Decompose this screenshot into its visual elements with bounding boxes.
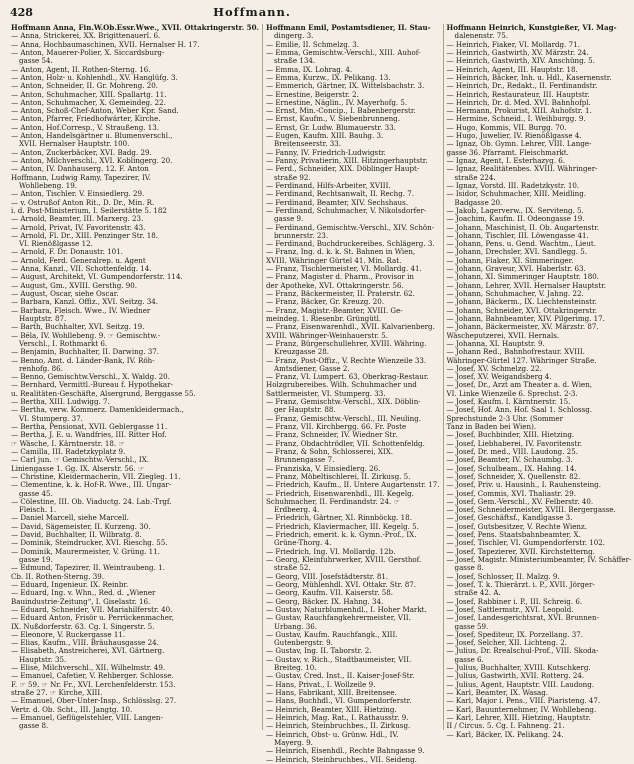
directory-entry: — Franz, Eisenwarenhdl., XVII. Kalvarienberg. bbox=[266, 322, 435, 332]
directory-entry: Fleisch. 1. bbox=[19, 505, 57, 515]
directory-entry: — Emma, IX. Lohrag. 4. bbox=[266, 64, 353, 74]
directory-entry: — Clementine, k. k. Hof-R. Wwe., III. Ungar- bbox=[11, 480, 172, 490]
directory-entry: — Karl, Beamter, IX. Wasag. bbox=[446, 688, 549, 697]
directory-entry: — Dominik, Maurermeister, V. Grüng. 11. bbox=[11, 546, 160, 556]
directory-entry: — Anna, Kanzl., VII. Schottenfeldg. 14. bbox=[11, 264, 152, 274]
directory-entry: — Karl, Bäcker, IX. Pelikang. 24. bbox=[446, 729, 564, 739]
column-2 bbox=[262, 23, 443, 764]
directory-entry: — Johann, Drechsler, XVI. Sandlegg. 5. bbox=[446, 247, 587, 257]
directory-entry: ger Hauptstr. 88. bbox=[274, 405, 336, 415]
directory-entry: VI. Linke Wienzeile 6. Sprechst. 2-3. bbox=[446, 388, 578, 398]
directory-entry: — Ernestine, Beigerstr. 2. bbox=[266, 89, 359, 99]
directory-entry: — Anton, Schuhmacher, XIII. Spallartg. 11. bbox=[11, 89, 167, 99]
directory-entry: — Josef, Spediteur, IX. Porzellang. 37. bbox=[446, 629, 583, 639]
directory-entry: — Friedrich, Ing. VI. Mollardg. 12b. bbox=[266, 546, 396, 556]
directory-entry: — Franz, Magister d. Pharm., Provisor in bbox=[266, 272, 414, 282]
directory-entry: — Heinrich, Mag. Rat., I. Rathausstr. 9. bbox=[266, 712, 409, 722]
directory-entry: — Johann, Graveur, XVI. Haberlstr. 63. bbox=[446, 264, 586, 274]
directory-entry: gasse 45. bbox=[19, 488, 53, 498]
directory-entry: — Barbara, Kanzl. Offiz., XVI. Seitzg. 34. bbox=[11, 297, 159, 307]
directory-entry: gasse 8. bbox=[454, 563, 484, 573]
directory-entry: — Joachim, Kaufm. II. Odeongasse 19. bbox=[446, 214, 585, 224]
directory-entry: Badgasse 20. bbox=[454, 197, 503, 207]
directory-entry: — Josef, Dr. med., VIII. Laudong. 25. bbox=[446, 446, 579, 456]
directory-entry: Hauptstr. 87. bbox=[19, 313, 67, 323]
directory-entry: — Camilla, III. Radetzkyplatz 9. bbox=[11, 446, 126, 456]
directory-entry: — Johann, Schneider, XVI. Ottakringerstr. bbox=[446, 305, 597, 315]
directory-entry: — Heinrich, Agent, III. Hauptstr. 18. bbox=[446, 64, 578, 74]
directory-entry: — Hans, Privat., I. Wollzeile 9. bbox=[266, 679, 376, 689]
directory-entry: — Josef, Liebhaberei, IV. Favoritenstr. bbox=[446, 438, 583, 448]
directory-entry: straße 27. ☞ Kirche, XIII. bbox=[11, 688, 103, 697]
directory-entry: — Cölestine, III. Ob. Viaductg. 24. Lab.-Trgf. bbox=[11, 496, 172, 506]
directory-entry: — Barth, Buchhalter, XVI. Seitzg. 19. bbox=[11, 322, 145, 332]
directory-entry: — Franz, VI. Lumpert. 63, Oberkrag-Restaur. bbox=[266, 372, 429, 382]
directory-entry: i. d. Post-Ministerium, I. Seilerstätte 5. 182 bbox=[11, 205, 167, 215]
directory-entry: — Bertha, J. E. u. Wandfries, III. Ritter Hof. bbox=[11, 430, 167, 440]
directory-entry: — Johann, Lehrer, XVII. Hernalser Hauptstr. bbox=[446, 280, 606, 290]
directory-entry: — Johann, Schuhmacher, V. Jahng. 22. bbox=[446, 289, 584, 298]
directory-entry: — Anton, Pfarrer, Friedhofwärter, Kirche. bbox=[11, 114, 161, 124]
directory-entry: — August, Architekt, VI. Gumpendorferstr. 114. bbox=[11, 272, 183, 282]
directory-entry: — Heinrich, Gastwirth, XV. Märzstr. 24. bbox=[446, 47, 589, 57]
directory-entry: — Hermine, Schneid., I. Weihburgg. 9. bbox=[446, 114, 586, 124]
directory-entry: — Dominik, Steindrucker, XVI. Rieschg. 55. bbox=[11, 538, 168, 548]
directory-entry: — Hans, Fabrikant, XIII. Breitensee. bbox=[266, 688, 397, 697]
directory-entry: VI. Stumperg. 37. bbox=[19, 413, 83, 423]
directory-entry: — Ernestine, Näglin., IV. Mayerhofg. 5. bbox=[266, 97, 408, 107]
directory-entry: — August, Gm., XVIII. Gersthg. 90. bbox=[11, 280, 138, 290]
directory-entry: — Georg, Kleinfuhrwerker, XVIII. Gersthof. bbox=[266, 555, 422, 564]
directory-entry: — Johann Red., Bahnhofrestaur. XVIII. bbox=[446, 347, 585, 357]
directory-entry: — Josef, Priv. u. Hausinh., I. Rauhensteing. bbox=[446, 480, 601, 490]
directory-entry: Gutenbergstr. 9. bbox=[274, 638, 333, 648]
directory-entry: — Anton, Holz- u. Kohlenhdl., XV. Hanglüfg. 3. bbox=[11, 72, 178, 82]
directory-entry: — Franz, Tischlermeister, VI. Mollardg. 41. bbox=[266, 264, 422, 274]
directory-entry: — Josef, T. k. Thierärzt. i. P., XVII. Jörger- bbox=[446, 579, 595, 589]
directory-entry: — Johann, XI. Simmeringer Hauptstr. 180. bbox=[446, 272, 599, 282]
directory-entry: Verschl., I. Rothmarkt 6. bbox=[19, 338, 108, 348]
entry-heading: Hoffmann Emil, Postamtsdiener, II. Stau- bbox=[266, 23, 431, 32]
directory-entry: — Heinrich, Bäcker, Inh. u. Hdl., Kasernenstr. bbox=[446, 72, 612, 82]
directory-entry: — Johann, Maschinist, II. Ob. Augartenstr. bbox=[446, 222, 600, 232]
directory-entry: — Anton, Schuhmacher, X. Gemeindeg. 22. bbox=[11, 97, 166, 107]
directory-entry: — Barbara, Fleisch. Wwe., IV. Wiedner bbox=[11, 305, 151, 315]
directory-entry: — Gustav, v. Rich., Stadtbaumeister, VII. bbox=[266, 654, 412, 664]
directory-entry: der Apotheke, XVI. Ottakringerstr. 56. bbox=[266, 280, 404, 290]
directory-entry: — Josef, Geschäftsf., Kandlgasse 3. bbox=[446, 513, 573, 523]
directory-entry: straße 92. bbox=[274, 172, 311, 182]
directory-entry: — Johanna, XI. Hauptstr. 9. bbox=[446, 338, 545, 348]
directory-entry: Wäscheputzerei, XVII. Hernals. bbox=[446, 330, 560, 340]
directory-entry: — Franz, Bäckermeister, II. Praterstr. 62. bbox=[266, 289, 415, 298]
directory-entry: gasse 9. bbox=[274, 214, 304, 224]
directory-entry: — Franz, Gemischtw.-Verschl., III. Neuling. bbox=[266, 413, 422, 423]
directory-entry: Urbang. 36. bbox=[274, 621, 318, 631]
directory-entry: — Elias, Kaufm., VIII. Bräuhausgasse 24. bbox=[11, 638, 159, 648]
directory-entry: — Anton, Tischler. V. Einsiedlerg. 29. bbox=[11, 189, 145, 199]
directory-entry: straße 52. bbox=[274, 563, 311, 573]
directory-entry: — Ferdinand, Rechtsanwalt, II. Rechg. 7. bbox=[266, 189, 415, 199]
directory-entry: — Franz, Möbeltischlerei, II. Zirkusg. 5. bbox=[266, 471, 411, 481]
directory-entry: — Johann, Fiaker, XI. Simmeringer. bbox=[446, 255, 574, 265]
directory-entry: — Friedrich, Gärtner, XI. Rinnböckg. 18. bbox=[266, 513, 412, 523]
directory-entry: — Anna, Hochbaumaschinen, XVII. Hernalser H. 17. bbox=[11, 39, 200, 49]
directory-entry: — Eduard, Schneider, VII. Mariahilferstr. 40. bbox=[11, 604, 173, 614]
directory-entry: — Friedrich, emerit. k. k. Gymn.-Prof., IX. bbox=[266, 530, 417, 540]
directory-entry: gasse 19. bbox=[19, 555, 53, 564]
directory-entry: — Josef, Schulbeam., IX. Hahng. 14. bbox=[446, 463, 577, 473]
directory-entry: — Johann, Bäckermeister, XV. Märzstr. 87. bbox=[446, 322, 599, 332]
directory-entry: Kreuzgasse 28. bbox=[274, 347, 329, 357]
directory-entry: Hauptstr. 35. bbox=[19, 654, 67, 664]
directory-entry: — Anton, Milchverschl., XVI. Koblingerg. 20. bbox=[11, 156, 173, 165]
directory-entry: — Georg, Mühlenhdl. XVI. Ottakr. Str. 87. bbox=[266, 579, 417, 589]
directory-entry: Mayerg. 9. bbox=[274, 737, 313, 747]
directory-entry: — Heinrich, Restaurateur, III. Hauptstr. bbox=[446, 89, 590, 99]
directory-entry: VI. Rienößlgasse 12. bbox=[19, 239, 93, 249]
directory-entry: — Josef, Beamter, IV. Schaumbg. 3. bbox=[446, 455, 573, 465]
directory-entry: — Emmerich, Gärtner, IX. Wittelsbachstr. 3. bbox=[266, 81, 425, 91]
directory-entry: Amtsdiener, Gasse 2. bbox=[274, 363, 350, 373]
directory-entry: — Anton, Agent, II. Rothen-Sterng. 16. bbox=[11, 64, 151, 74]
directory-entry: Bauindustrie-Zeitung“, I. Giselastr. 16. bbox=[11, 596, 151, 606]
directory-entry: — Béla, IV. Wohllebeng. 9. ☞ Gemischtw.- bbox=[11, 330, 161, 340]
directory-entry: gasse 6. bbox=[454, 654, 484, 664]
directory-entry: — Franz, Bäcker, Gr. Kreuzg. 20. bbox=[266, 297, 385, 307]
directory-entry: — Josef, Schneider, X. Quellenstr. 82. bbox=[446, 471, 581, 481]
directory-entry: Erdbeerg. 4. bbox=[274, 505, 320, 515]
directory-entry: — Anton, Mauerer-Polier, X. Siccardsburg- bbox=[11, 47, 165, 57]
directory-entry: — Johann, Bäckerm., IX. Liechtensteinstr. bbox=[446, 297, 597, 307]
directory-entry: — Eleonore, V. Ruckergasse 11. bbox=[11, 629, 126, 639]
directory-entry: IX. Nußdorferstr. 63. Cg. I. Singerstr. 5. bbox=[11, 621, 155, 631]
directory-entry: gasse 8. bbox=[19, 721, 49, 731]
directory-entry: — Josef, Hof. Ann. Hof. Saal 1. Schlossg. bbox=[446, 405, 593, 415]
directory-entry: — Franz, Ing. d. k. k. St. Bahnen in Wien, bbox=[266, 247, 416, 257]
directory-entry: Wohllebeng. 19. bbox=[19, 180, 78, 190]
directory-entry: — Elise, Milchverschl., XII. Wilhelmstr. 49. bbox=[11, 663, 166, 673]
directory-entry: — Jakob, Lagerverw., IX. Serviteng. 5. bbox=[446, 205, 584, 215]
directory-entry: — Friedrich, Klaviermacher, III. Kegelg. 5. bbox=[266, 521, 419, 531]
directory-entry: — Franz, Post-Offiz., V. Rechte Wienzeile 33. bbox=[266, 355, 427, 365]
directory-entry: — Hugo, Kommis, VII. Burgg. 70. bbox=[446, 122, 567, 132]
directory-entry: Währinger-Gürtel 127. Währinger Straße. bbox=[446, 355, 597, 365]
directory-entry: — Gustav, Rauchfangkehrermeister, VII. bbox=[266, 613, 411, 623]
directory-entry: — Heinrich, Dr., Redakt., II. Ferdinandstr. bbox=[446, 81, 598, 91]
directory-entry: Schuhmacher, II. Ferdinandstr. 24. ☞ bbox=[266, 496, 400, 506]
directory-entry: — Gustav, Kaufm. Rauchfangk., XIII. bbox=[266, 629, 398, 639]
directory-entry: — Franziska, V. Einsiedlerg. 26. bbox=[266, 463, 381, 473]
directory-entry: — Carl jun. ☞ Gemischtw.-Verschl., IX. bbox=[11, 455, 150, 465]
directory-entry: — Eduard, Ing. v. Whn., Red. d. „Wiener bbox=[11, 588, 156, 598]
directory-entry: — Edmund, Tapezirer, II. Weintraubeng. 1. bbox=[11, 563, 165, 573]
directory-entry: — Gustav, Cred. Inst., II. Kaiser-Josef-Str. bbox=[266, 671, 415, 681]
directory-entry: Grüne-Thorg. 4. bbox=[274, 538, 332, 548]
directory-entry: — Hans, Buchhdl., VI. Gumpendorferstr. bbox=[266, 696, 412, 706]
directory-entry: — Josef, Landesgerichtsrat, XVI. Brunnen- bbox=[446, 613, 599, 623]
directory-entry: XVIII. Währinger-Weinhauerstr. 5. bbox=[266, 330, 389, 340]
directory-entry: — Franz, Magistr.-Beamter, XVIII. Ge- bbox=[266, 305, 403, 315]
directory-entry: — Emanuel, Ober-Unter-Insp., Schlösslsg. 27. bbox=[11, 696, 177, 706]
directory-entry: — Johann, Bahnbeamter, XIV. Pilgerimg. 17. bbox=[446, 313, 605, 323]
directory-entry: — Eduard Anton, Frisör u. Perrückenmacher, bbox=[11, 613, 174, 623]
entry-heading: Hoffmann Heinrich, Kunstgießer, VI. Mag- bbox=[446, 23, 617, 32]
directory-entry: — Josef, Magistr. Ministeriumbeamter, IV. Schäffer- bbox=[446, 555, 632, 564]
directory-entry: Hoffmann, Ludwig Ramy, Tapezirer, IV. bbox=[11, 172, 151, 182]
running-head: Hoffmann. bbox=[213, 5, 291, 19]
directory-entry: — Ignaz, Vorstd. III. Radetzkystr. 10. bbox=[446, 180, 580, 190]
directory-entry: — Anton, IV. Danhauserg. 12. F. Anton bbox=[11, 164, 149, 174]
directory-entry: — Josef, Pens. Staatsbahnbeamter, X. bbox=[446, 530, 581, 540]
directory-entry: — Elisabeth, Anstreicherei, XVI. Gärtnerg. bbox=[11, 646, 165, 656]
directory-entry: — Gustav, Ing. II. Taborstr. 2. bbox=[266, 646, 372, 656]
directory-entry: — Anna, Strickerei, XX. Brigittenauerl. 6. bbox=[11, 31, 161, 41]
directory-entry: — Emanuel, Cafetier, V. Rehberger. Schlosse. bbox=[11, 671, 174, 681]
directory-entry: Liniengasse 1. Gg. IX. Alserstr. 56. ☞ bbox=[11, 463, 145, 473]
directory-entry: — Julius, Agent, Hauptstr. VIII. Laudong. bbox=[446, 679, 595, 689]
directory-entry: — Emanuel, Geflügelstehler, VIII. Langen- bbox=[11, 712, 163, 722]
directory-entry: — Josef, Gem.-Verschl., XV. Felberstr. 40. bbox=[446, 496, 594, 506]
directory-entry: — Josef, Tapezierer, XVII. Kirchstetterng. bbox=[446, 546, 595, 556]
directory-entry: u. Realitäten-Geschäfte, Alsergrund, Berggasse 55. bbox=[11, 388, 196, 398]
directory-entry: Tanz in Baden bei Wien). bbox=[446, 422, 537, 431]
directory-entry: — Heinrich, Obst- u. Grünw. Hdl., IV. bbox=[266, 729, 399, 739]
directory-entry: — Arnold, Ferd. Generalrep. u. Agent bbox=[11, 255, 146, 265]
directory-entry: — August, Oscar, siehe Oscar. bbox=[11, 289, 119, 298]
directory-entry: II / Circus. 5. Cg. I. Fahneng. 21. bbox=[446, 721, 565, 731]
directory-entry: — Benno, Gemischtw.Verschl., X. Waldg. 20. bbox=[11, 372, 170, 382]
directory-entry: — Ferdinand, Gemischtw.-Verschl., XIV. Schön- bbox=[266, 222, 435, 232]
directory-entry: — Heinrich, Dr. d. Med. XVI. Bahnhofpl. bbox=[446, 97, 591, 107]
directory-entry: Breitenseerstr. 33. bbox=[274, 139, 342, 149]
directory-entry: Holzgrubereibes. Wilh. Schuhmacher und bbox=[266, 380, 417, 390]
directory-entry: dingerg. 3. bbox=[274, 31, 314, 41]
directory-entry: — Ernst, Gr. Ludw. Blumauerstr. 33. bbox=[266, 122, 396, 132]
directory-entry: — Fanny, IV. Friedrich-Ludwigstr. bbox=[266, 147, 386, 157]
directory-entry: — Josef, Gutsbesitzer, V. Rechte Wienz. bbox=[446, 521, 587, 531]
directory-entry: — Eugen, Kaufm. XIII. Bauhg. 3. bbox=[266, 131, 384, 141]
directory-entry: — Anton, Zuckerbäcker, XVI. Badg. 29. bbox=[11, 147, 152, 157]
directory-entry: — Heinrich, Steinbruchbes., VII. Seideng. bbox=[266, 754, 417, 764]
directory-entry: brunnerstr. 23. bbox=[274, 230, 329, 240]
directory-entry: — Arnold, Fl. Dr., XIII. Penzinger Str. 18. bbox=[11, 230, 159, 240]
directory-entry: — Arnold, F. Dr. Donaustr. 101. bbox=[11, 247, 123, 257]
directory-entry: — Josef, Sattlermstr., XVI. Leopold. bbox=[446, 604, 574, 614]
directory-entry: — v. Ostrußof Anton Rit., D. Dr., Min. R. bbox=[11, 197, 155, 207]
directory-entry: — Franz, Bürgerschullehrer, XVIII. Währing. bbox=[266, 338, 427, 348]
page-number: 428 bbox=[10, 6, 33, 19]
directory-entry: — Arnold, Beamter, III. Marxerg. 23. bbox=[11, 214, 144, 224]
directory-entry: — Bertha, XIII. Ludwigg. 7. bbox=[11, 397, 110, 407]
directory-entry: — Ernst, Kaufm., V. Siebenbrunneng. bbox=[266, 114, 400, 124]
directory-entry: — Ernst, Min.-Concip., I. Babenbergerstr. bbox=[266, 106, 416, 116]
directory-entry: — Emma, Gemischtw.-Verschl., XIII. Auhof- bbox=[266, 47, 421, 57]
directory-entry: — Anton, Schoß-Chef-Anton, Weber Kpr. Sand. bbox=[11, 106, 179, 116]
directory-entry: straße 134. bbox=[274, 56, 316, 66]
directory-entry: F. ☞ 59. ☞ Nr. Fr., XVI. Lerchenfelderstr. 153. bbox=[11, 679, 176, 689]
directory-entry: — Josef, Buchbinder, XIII. Hietzing. bbox=[446, 430, 575, 440]
directory-entry: — Anton, Schneider, II. Gr. Mohreng. 20. bbox=[11, 81, 159, 91]
directory-entry: Vertr. d. Ob. Scht., III. Jangtg. 10. bbox=[11, 704, 133, 714]
directory-entry: gasse 59. bbox=[454, 621, 489, 631]
directory-entry: — Franz, Schneider, IV. Wiedner Str. bbox=[266, 430, 398, 440]
directory-entry: straße 224. bbox=[454, 172, 496, 182]
directory-entry: dalenenstr. 75. bbox=[454, 31, 508, 41]
column-1 bbox=[8, 24, 262, 730]
column-3 bbox=[443, 23, 634, 739]
directory-entry: — Isidor, Schuhmacher, XIII. Meidling. bbox=[446, 189, 587, 199]
directory-entry: — Bertha, Pensionat, XVII. Geblergasse 11. bbox=[11, 422, 168, 431]
directory-entry: — Hugo, Juwelier, IV. Rienößlgasse 4. bbox=[446, 131, 582, 141]
directory-entry: — Emilie, II. Schmelzg. 3. bbox=[266, 39, 360, 49]
directory-entry: — Julius, Buchhalter, XVIII. Kutschkerg. bbox=[446, 663, 591, 673]
directory-entry: — Heinrich, Beamter, XIII. Hietzing. bbox=[266, 704, 397, 714]
directory-entry: — Benjamin, Buchhalter, II. Darwing. 37. bbox=[11, 347, 160, 357]
directory-entry: — Josef, Commis, XVI. Thaliastr. 29. bbox=[446, 488, 576, 498]
directory-entry: — Anton, Handelsgärtner u. Blumenverschl., bbox=[11, 131, 173, 141]
directory-entry: — Arnold, Privat, IV. Favoritenstr. 43. bbox=[11, 222, 146, 232]
directory-entry: — Eduard, Ingenieur. IX. Reinbr. bbox=[11, 579, 129, 589]
directory-entry: — Benno, Amt. d. Länder-Bank, IV. Röh- bbox=[11, 355, 155, 365]
directory-entry: ☞ Wäsche, I. Kärntnerstr. 18. ☞ bbox=[11, 438, 125, 448]
directory-entry: meindeg. 1. Riesenbr. Grüngütl. bbox=[266, 313, 382, 323]
directory-entry: — Karl, Lehrer, XIII. Hietzing, Hauptstr. bbox=[446, 712, 591, 722]
directory-entry: — Franz, & Sohn, Schlosserei, XIX. bbox=[266, 446, 394, 456]
directory-entry: — David, Buchhalter, II. Wilbratg. 8. bbox=[11, 530, 142, 540]
directory-entry: Cb. II. Rothen-Sterng. 39. bbox=[11, 571, 104, 581]
directory-entry: — Hermann, Prokurist, XIII. Auhofstr. 1. bbox=[446, 106, 592, 116]
directory-entry: Brunnengasse 7. bbox=[274, 455, 335, 465]
directory-entry: — Josef, Tischler, VI. Gumpendorferstr. 102. bbox=[446, 538, 606, 548]
directory-entry: — Emma, Kurzw., IX. Pelikang. 13. bbox=[266, 72, 391, 82]
directory-entry: — Ignaz, Ob. Gymn. Lehrer, VIII. Lange- bbox=[446, 139, 592, 149]
directory-entry: XVII. Hernalser Hauptstr. 100. bbox=[19, 139, 130, 149]
directory-entry: — Karl, Bauunternehmer, IV. Wohllebeng. bbox=[446, 704, 597, 714]
directory-entry: — Friedrich, Kaufm., II. Untere Augartenstr. 17. bbox=[266, 480, 440, 490]
entry-heading: Hoffmann Anna, Fin.W.Ob.Essr.Wwe., XVII. Ottakringerstr. 50. bbox=[11, 23, 260, 32]
directory-entry: — Heinrich, Fiaker, VI. Mollardg. 71. bbox=[446, 39, 580, 49]
directory-entry: — Bertha, verw. Kommerz. Damenkleidermach., bbox=[11, 405, 184, 415]
directory-entry: renhofg. 86. bbox=[19, 363, 63, 373]
directory-entry: — Heinrich, Steinbruchbes., II. Zirkusg. bbox=[266, 721, 411, 731]
directory-entry: — Josef, Schneidermeister, XVIII. Bergergasse. bbox=[446, 505, 616, 515]
directory-entry: — Franz, Obdachtrödler, VII. Schottenfeldg. bbox=[266, 438, 425, 448]
directory-entry: — Heinrich, Gastwirth, XIV. Anschüng. 5. bbox=[446, 56, 595, 66]
directory-entry: — Daniel Marcell, siehe Marcell. bbox=[11, 513, 129, 523]
directory-entry: — Josef, Dr., Arzt am Theater a. d. Wien, bbox=[446, 380, 593, 390]
directory-entry: — Josef, Selcher, XII. Lichteng. 2. bbox=[446, 638, 568, 648]
directory-entry: Sprechstunde 2-3 Uhr. (Sommer bbox=[446, 413, 563, 423]
directory-entry: gasse 36. Pfarramt. Fleischmarkt. bbox=[446, 147, 569, 157]
directory-entry: — Georg, Bäcker. IX. Hahng. 34. bbox=[266, 596, 384, 606]
directory-entry: — Heinrich, Eisenhdl., Rechte Bahngasse 9. bbox=[266, 746, 425, 756]
directory-entry: Sattlermeister, VI. Stumperg. 33. bbox=[266, 388, 386, 398]
directory-entry: — Franz, Gemischtw.-Verschl., XIX. Döblin- bbox=[266, 397, 421, 407]
directory-entry: — Josef, Rabbiner i. P., III. Schreig. 6. bbox=[446, 596, 583, 606]
directory-entry: Breiteg. 10. bbox=[274, 663, 317, 673]
directory-entry: — Josef, Schlosser, II. Malzg. 9. bbox=[446, 571, 560, 581]
columns bbox=[8, 23, 632, 764]
directory-entry: — Georg, Kaufm. VII. Kaiserstr. 58. bbox=[266, 588, 394, 598]
directory-entry: — Ferdinand, Buchdruckereibes. Schlägerg. 3. bbox=[266, 239, 435, 249]
directory-entry: — Josef, XV. Schmelzg. 22. bbox=[446, 363, 542, 373]
directory-entry: XVIII. Währinger Gürtel 41. Min. Rat. bbox=[266, 255, 402, 265]
directory-entry: — Georg, VIII. Josefstädterstr. 81. bbox=[266, 571, 389, 581]
directory-entry: — Ignaz, Agent, I. Esterhazyg. 6. bbox=[446, 156, 565, 165]
directory-entry: — Josef, XV. Weigandsberg 4. bbox=[446, 372, 552, 382]
directory-entry: — Bernhard, Vermittl.-Bureau f. Hypothekar- bbox=[11, 380, 173, 390]
directory-entry: — Anton, Hof.Corresp., V. Straußeng. 13. bbox=[11, 122, 160, 132]
directory-entry: — Julius, Dr. Rrealschul-Prof., VIII. Skoda- bbox=[446, 646, 599, 656]
directory-entry: — Johann, Tischler, III. Löwengasse 41. bbox=[446, 230, 589, 240]
directory-entry: — Fanny, Privatierin, XIII. Hitzingerhauptstr. bbox=[266, 156, 428, 165]
directory-entry: — Ferdinand, Hilfs-Arbeiter, XVIII. bbox=[266, 180, 391, 190]
directory-entry: — Ferd., Schneider, XIX. Döblinger Haupt- bbox=[266, 164, 420, 174]
directory-entry: — Friedrich, Eisenwarenhdl., III. Kegelg. bbox=[266, 488, 414, 498]
directory-entry: — Johann, Pens. u. Gend. Wachtm., Lieut. bbox=[446, 239, 597, 249]
directory-entry: — Julius, Gastwirth, XVII. Rotterg. 24. bbox=[446, 671, 585, 681]
directory-entry: — Ignaz, Realitätenbes. XVIII. Währinger- bbox=[446, 164, 598, 174]
directory-entry: — Franz, VII. Kirchbergg. 66. Fr. Poste bbox=[266, 422, 407, 431]
directory-entry: — Ferdinand, Schuhmacher, V. Nikolsdorfer- bbox=[266, 205, 427, 215]
directory-entry: — Ferdinand, Beamter, XIV. Sechshaus. bbox=[266, 197, 408, 207]
directory-entry: straße 42. A. bbox=[454, 588, 501, 598]
directory-entry: — Christine, Kleidermacherin, VII. Ziegleg. 11. bbox=[11, 471, 181, 481]
directory-entry: gasse 54. bbox=[19, 56, 53, 66]
directory-entry: — Josef, Kaufm. I. Kärntnerstr. 15. bbox=[446, 397, 571, 407]
directory-entry: — Karl, Major i. Pens., VIII. Piaristeng. 47. bbox=[446, 696, 601, 706]
directory-entry: — David, Sägemeister, II. Kurzeng. 30. bbox=[11, 521, 151, 531]
directory-entry: — Gustav, Naturblumenhdl., I. Hoher Markt. bbox=[266, 604, 427, 614]
